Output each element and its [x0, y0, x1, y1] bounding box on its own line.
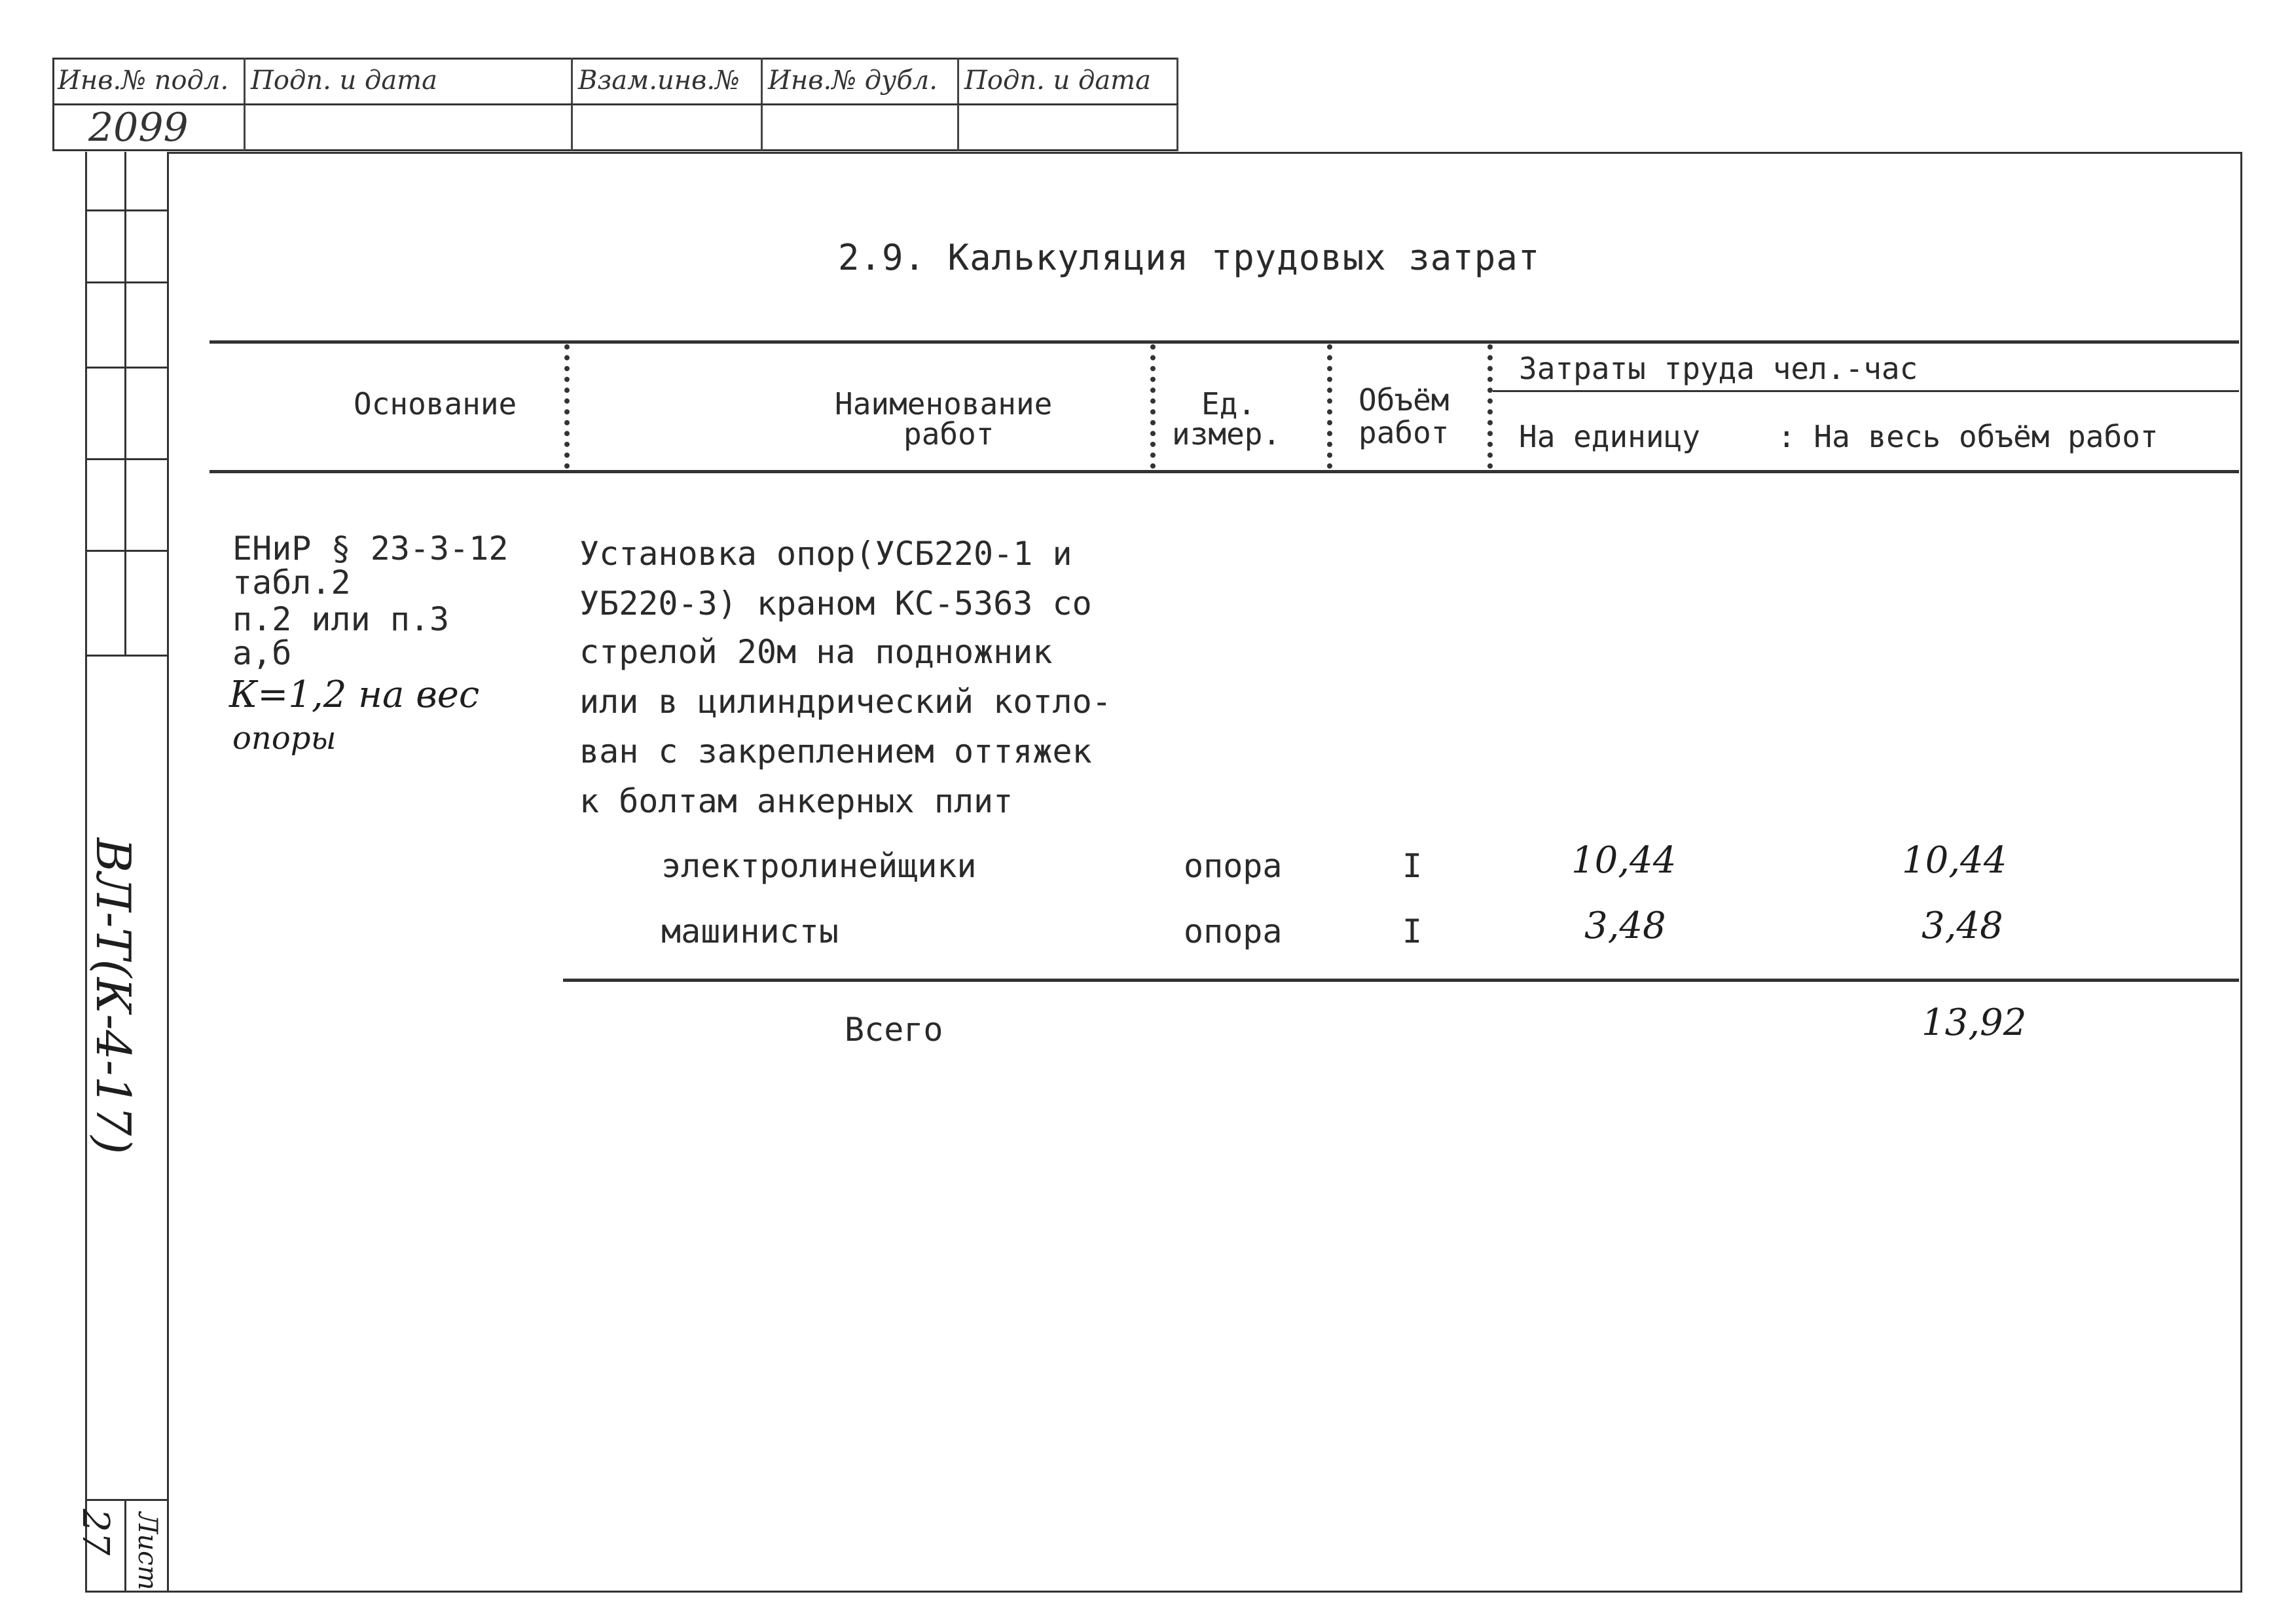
work-line-1: Установка опор(УСБ220-1 и: [579, 535, 1072, 573]
work-line-3: стрелой 20м на подножник: [579, 633, 1053, 671]
row-volume: I: [1402, 847, 1423, 885]
stamp-value-2: [246, 105, 573, 151]
basis-line-2: табл.2: [232, 564, 351, 602]
header-top-rule: [210, 340, 2239, 344]
col-sep-1: [564, 344, 570, 469]
header-labor: Затраты труда чел.-час: [1519, 351, 1918, 386]
col-sep-3: [1327, 344, 1332, 469]
header-work-name-2: работ: [903, 416, 994, 452]
stamp-label-dup-inv: Инв.№ дубл.: [763, 58, 959, 103]
row-per-unit: 10,44: [1571, 839, 1677, 882]
basis-line-4: а,б: [232, 634, 292, 672]
work-line-4: или в цилиндрический котло-: [579, 683, 1112, 721]
margin-line-4: [85, 281, 167, 283]
margin-line-6: [85, 458, 167, 460]
stamp-value-3: [573, 105, 763, 151]
stamp-block: [52, 58, 1178, 151]
frame-top: [167, 152, 2242, 154]
row-volume: I: [1402, 912, 1423, 950]
header-volume-1: Объём: [1358, 382, 1449, 418]
stamp-value-4: [763, 105, 959, 151]
header-basis: Основание: [354, 386, 517, 422]
total-value: 13,92: [1922, 1001, 2027, 1044]
row-unit: опора: [1184, 912, 1283, 950]
basis-handwritten-2: опоры: [232, 720, 337, 757]
stamp-label-replace-inv: Взам.инв.№: [573, 58, 763, 103]
work-line-6: к болтам анкерных плит: [579, 782, 1013, 820]
stamp-label-sign-date: Подп. и дата: [246, 58, 573, 103]
work-line-5: ван с закреплением оттяжек: [579, 732, 1092, 770]
row-per-unit: 3,48: [1584, 905, 1666, 947]
header-bottom-rule: [210, 470, 2239, 473]
basis-line-3: п.2 или п.3: [232, 600, 450, 638]
col-sep-4: [1487, 344, 1493, 469]
basis-line-1: ЕНиР § 23-3-12: [232, 530, 509, 568]
labor-sub-rule: [1493, 390, 2239, 392]
page-title: 2.9. Калькуляция трудовых затрат: [838, 237, 1540, 278]
header-unit-2: измер.: [1172, 416, 1281, 452]
row-total: 10,44: [1902, 839, 2007, 882]
frame-right: [2240, 152, 2242, 1592]
header-unit-1: Ед.: [1201, 386, 1256, 422]
header-total-volume: : На весь объём работ: [1777, 419, 2159, 454]
margin-line-8: [85, 655, 167, 657]
row-name: электролинейщики: [661, 847, 977, 885]
row-unit: опора: [1184, 847, 1283, 885]
stamp-label-inv: Инв.№ подл.: [52, 58, 246, 103]
work-line-2: УБ220-3) краном КС-5363 со: [579, 585, 1092, 623]
side-sheet-number: 27: [74, 1509, 117, 1556]
col-sep-2: [1150, 344, 1156, 469]
header-work-name-1: Наименование: [835, 386, 1053, 422]
header-volume-2: работ: [1358, 415, 1449, 450]
total-rule: [563, 979, 2239, 982]
stamp-value-5: [959, 105, 1178, 151]
side-doc-code: ВЛ-Т(К-4-17): [86, 838, 141, 1155]
stamp-inv-number: 2099: [52, 105, 246, 151]
margin-line-3: [85, 209, 167, 211]
header-per-unit: На единицу: [1519, 419, 1700, 454]
basis-handwritten-1: К=1,2 на вес: [229, 674, 480, 716]
margin-line-2: [124, 152, 126, 656]
stamp-label-sign-date-2: Подп. и дата: [959, 58, 1178, 103]
total-label: Всего: [845, 1011, 943, 1049]
frame-left: [167, 152, 169, 1592]
row-total: 3,48: [1922, 905, 2003, 947]
frame-bottom: [85, 1591, 2242, 1593]
margin-line-7: [85, 550, 167, 552]
margin-line-5: [85, 367, 167, 369]
side-sheet-label: Лист: [132, 1512, 162, 1591]
margin-line-10: [124, 1499, 126, 1591]
row-name: машинисты: [661, 912, 839, 950]
